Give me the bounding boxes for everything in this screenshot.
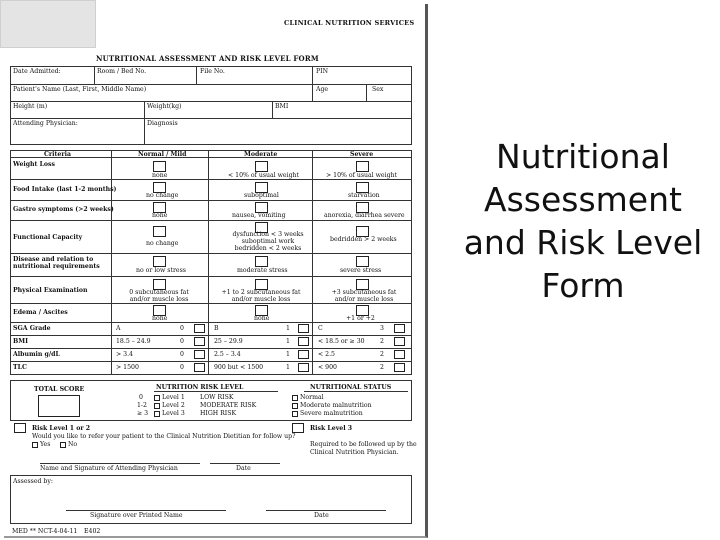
service-header: CLINICAL NUTRITION SERVICES <box>284 19 415 27</box>
signature-label: Name and Signature of Attending Physician <box>40 465 178 472</box>
row-severe: bedridden > 2 weeks <box>330 236 397 243</box>
row-normal: no change <box>146 240 179 247</box>
date-label: Date <box>236 465 251 472</box>
risk-level: Level 1 <box>154 394 185 401</box>
score-normal: A <box>116 325 121 332</box>
row-criteria: Edema / Ascites <box>13 309 68 316</box>
risk-level: Level 2 <box>154 402 185 409</box>
row-normal: 0 subcutaneous fat and/or muscle loss <box>129 289 189 303</box>
row-criteria: Functional Capacity <box>13 234 83 241</box>
field-bmi: BMI <box>275 103 289 110</box>
row-severe: starvation <box>348 192 380 199</box>
form-code: MED ** NCT-4-04-11 <box>12 528 78 535</box>
status-option: Severe malnutrition <box>292 410 363 417</box>
row-severe: +3 subcutaneous fat and/or muscle loss <box>331 289 397 303</box>
score-moderate: 900 but < 1500 <box>214 364 264 371</box>
risk-label: HIGH RISK <box>200 410 237 417</box>
score-normal-points: 0 <box>180 325 184 332</box>
score-moderate-points: 1 <box>286 351 290 358</box>
checkbox[interactable] <box>194 350 205 359</box>
form-title: NUTRITIONAL ASSESSMENT AND RISK LEVEL FORM <box>96 54 319 63</box>
score-severe: < 18.5 or ≥ 30 <box>318 338 365 345</box>
field-patient-name: Patient's Name (Last, First, Middle Name) <box>13 86 147 93</box>
score-severe-points: 3 <box>380 325 384 332</box>
date-label: Date <box>314 512 329 519</box>
assessed-by-label: Assessed by: <box>13 478 53 485</box>
score-moderate-points: 1 <box>286 364 290 371</box>
row-moderate: < 10% of usual weight <box>228 172 300 179</box>
risk-3-text: Clinical Nutrition Physician. <box>310 449 399 456</box>
score-criteria: BMI <box>13 338 28 345</box>
checkbox[interactable] <box>292 395 298 401</box>
checkbox[interactable] <box>356 161 369 172</box>
score-normal-points: 0 <box>180 364 184 371</box>
field-pin: PIN <box>316 68 329 75</box>
field-attending: Attending Physician: <box>13 120 78 127</box>
score-normal: 18.5 – 24.9 <box>116 338 151 345</box>
checkbox[interactable] <box>394 337 405 346</box>
risk-label: LOW RISK <box>200 394 234 401</box>
checkbox[interactable] <box>298 350 309 359</box>
checkbox[interactable] <box>194 324 205 333</box>
row-normal: none <box>152 315 168 322</box>
total-score-label: TOTAL SCORE <box>34 386 85 393</box>
table-header-normal: Normal / Mild <box>138 151 187 158</box>
score-criteria: Albumin g/dL <box>13 351 60 358</box>
score-severe-points: 2 <box>380 338 384 345</box>
score-severe: < 900 <box>318 364 337 371</box>
score-moderate: 25 – 29.9 <box>214 338 243 345</box>
checkbox[interactable] <box>298 324 309 333</box>
table-header-severe: Severe <box>350 151 374 158</box>
slide-title-line: Form <box>541 266 625 305</box>
checkbox[interactable] <box>394 350 405 359</box>
score-severe-points: 2 <box>380 364 384 371</box>
checkbox[interactable] <box>153 256 166 267</box>
form-code-suffix: E402 <box>84 528 101 535</box>
score-criteria: TLC <box>13 364 27 371</box>
score-normal: > 3.4 <box>116 351 133 358</box>
slide-title-line: Assessment <box>484 180 682 219</box>
row-moderate: none <box>254 315 270 322</box>
row-severe: > 10% of usual weight <box>326 172 398 179</box>
referral-question: Would you like to refer your patient to the Clinical Nutrition Dietitian for follow up? <box>32 433 296 440</box>
checkbox[interactable] <box>292 403 298 409</box>
row-moderate: suboptimal <box>244 192 279 199</box>
row-severe: +1 or +2 <box>346 315 375 322</box>
risk-score: 0 <box>139 394 143 401</box>
row-moderate: moderate stress <box>237 267 288 274</box>
checkbox[interactable] <box>394 363 405 372</box>
row-moderate: dysfunction < 3 weeks suboptimal work bedridden < 2 weeks <box>232 231 304 252</box>
status-option: Moderate malnutrition <box>292 402 372 409</box>
checkbox[interactable] <box>194 337 205 346</box>
row-criteria: Gastro symptoms (>2 weeks) <box>13 206 114 213</box>
checkbox[interactable] <box>32 442 38 448</box>
row-normal: no or low stress <box>136 267 186 274</box>
total-score-box[interactable] <box>38 395 80 417</box>
row-criteria: Weight Loss <box>13 161 56 168</box>
checkbox[interactable] <box>255 256 268 267</box>
row-severe: severe stress <box>340 267 382 274</box>
checkbox[interactable] <box>255 161 268 172</box>
field-weight: Weight(kg) <box>147 103 182 110</box>
score-moderate: B <box>214 325 219 332</box>
score-moderate-points: 1 <box>286 325 290 332</box>
checkbox[interactable] <box>194 363 205 372</box>
row-criteria: Disease and relation to nutritional requirements <box>13 256 100 270</box>
risk-3-text: Required to be followed up by the <box>310 441 417 448</box>
referral-yes: Yes <box>32 441 50 448</box>
checkbox[interactable] <box>394 324 405 333</box>
table-header-criteria: Criteria <box>44 151 71 158</box>
field-room-bed: Room / Bed No. <box>97 68 147 75</box>
status-option: Normal <box>292 394 324 401</box>
field-height: Height (m) <box>13 103 48 110</box>
row-criteria: Physical Examination <box>13 287 88 294</box>
score-severe-points: 2 <box>380 351 384 358</box>
score-criteria: SGA Grade <box>13 325 51 332</box>
score-moderate-points: 1 <box>286 338 290 345</box>
row-normal: none <box>152 172 168 179</box>
checkbox[interactable] <box>298 363 309 372</box>
field-file-no: File No. <box>200 68 225 75</box>
checkbox[interactable] <box>154 403 160 409</box>
table-header-moderate: Moderate <box>244 151 278 158</box>
risk-level: Level 3 <box>154 410 185 417</box>
signature-printed-label: Signature over Printed Name <box>90 512 183 519</box>
checkbox[interactable] <box>60 442 66 448</box>
checkbox[interactable] <box>154 395 160 401</box>
checkbox[interactable] <box>292 423 304 433</box>
row-moderate: +1 to 2 subcutaneous fat and/or muscle loss <box>221 289 301 303</box>
score-moderate: 2.5 – 3.4 <box>214 351 241 358</box>
row-criteria: Food Intake (last 1-2 months) <box>13 186 117 193</box>
field-age: Age <box>316 86 329 93</box>
score-severe: < 2.5 <box>318 351 335 358</box>
referral-no: No <box>60 441 77 448</box>
risk-score: 1-2 <box>137 402 147 409</box>
row-normal: none <box>152 212 168 219</box>
logo-placeholder <box>0 0 96 48</box>
score-normal-points: 0 <box>180 351 184 358</box>
row-severe: anorexia, diarrhea severe <box>324 212 405 219</box>
slide-title <box>448 135 718 307</box>
checkbox[interactable] <box>356 256 369 267</box>
checkbox[interactable] <box>292 411 298 417</box>
score-normal-points: 0 <box>180 338 184 345</box>
risk-level-title: NUTRITION RISK LEVEL <box>156 384 244 391</box>
score-severe: C <box>318 325 323 332</box>
checkbox[interactable] <box>153 161 166 172</box>
row-moderate: nausea, vomiting <box>232 212 286 219</box>
risk-3-title: Risk Level 3 <box>310 425 353 432</box>
risk-label: MODERATE RISK <box>200 402 257 409</box>
score-normal: > 1500 <box>116 364 139 371</box>
field-sex: Sex <box>372 86 384 93</box>
checkbox[interactable] <box>154 411 160 417</box>
row-normal: no change <box>146 192 179 199</box>
scanned-form <box>4 4 428 538</box>
checkbox[interactable] <box>298 337 309 346</box>
field-diagnosis: Diagnosis <box>147 120 178 127</box>
risk-12-title: Risk Level 1 or 2 <box>32 425 91 432</box>
checkbox[interactable] <box>14 423 26 433</box>
nutritional-status-title: NUTRITIONAL STATUS <box>310 384 392 391</box>
field-date-admitted: Date Admitted: <box>13 68 61 75</box>
slide-title-line: and Risk Level <box>463 223 703 262</box>
risk-score: ≥ 3 <box>137 410 149 417</box>
checkbox[interactable] <box>153 226 166 237</box>
slide-title-line: Nutritional <box>496 137 670 176</box>
